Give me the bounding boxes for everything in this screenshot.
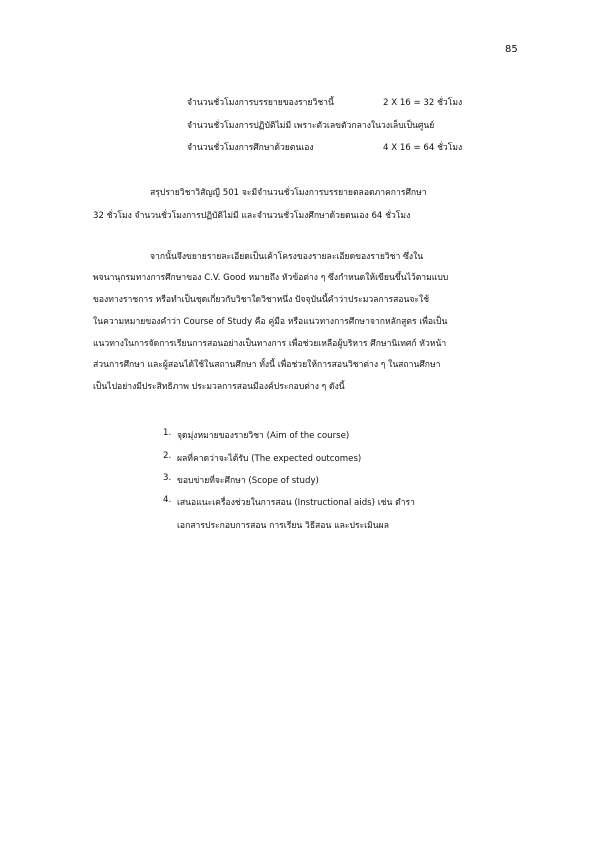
- list-item-number: 1.: [163, 428, 172, 438]
- summary-line: 32 ชั่วโมง จำนวนชั่วโมงการปฏิบัติไม่มี และจำนวนชั่วโมงศึกษาด้วยตนเอง 64 ชั่วโมง: [93, 211, 411, 221]
- list-item-text: เสนอแนะเครื่องช่วยในการสอน (Instructional aids) เช่น ตำรา: [177, 498, 415, 508]
- list-item-number: 4.: [163, 495, 172, 505]
- hours-label: จำนวนชั่วโมงการปฏิบัติไม่มี เพราะตัวเลขตัวกลางในวงเล็บเป็นศูนย์: [187, 121, 435, 131]
- list-item-number: 3.: [163, 473, 172, 483]
- detail-line: ของทางราชการ หรือทำเป็นชุดเกี่ยวกับวิชาใดวิชาหนึ่ง ปัจจุบันนี้คำว่าประมวลการสอนจะใช้: [93, 295, 430, 305]
- detail-line: จากนั้นจึงขยายรายละเอียดเป็นเค้าโครงของรายละเอียดของรายวิชา ซึ่งใน: [150, 252, 424, 262]
- page-number: 85: [505, 44, 518, 55]
- detail-line: เป็นไปอย่างมีประสิทธิภาพ ประมวลการสอนมีองค์ประกอบต่าง ๆ ดังนี้: [93, 382, 345, 392]
- hours-label: จำนวนชั่วโมงการบรรยายของรายวิชานี้: [187, 98, 334, 108]
- list-item-text: ผลที่คาดว่าจะได้รับ (The expected outcomes): [177, 454, 362, 464]
- list-item-text: ขอบข่ายที่จะศึกษา (Scope of study): [177, 476, 319, 486]
- detail-line: ในความหมายของคำว่า Course of Study คือ คู่มือ หรือแนวทางการศึกษาจากหลักสูตร เพื่อเป็น: [93, 317, 448, 327]
- hours-label: จำนวนชั่วโมงการศึกษาด้วยตนเอง: [187, 143, 314, 153]
- list-item-continuation: เอกสารประกอบการสอน การเรียน วิธีสอน และประเมินผล: [177, 521, 389, 531]
- detail-line: แนวทางในการจัดการเรียนการสอนอย่างเป็นทางการ เพื่อช่วยเหลือผู้บริหาร ศึกษานิเทศก์ หัวหน้า: [93, 339, 447, 349]
- hours-value: 4 X 16 = 64 ชั่วโมง: [383, 143, 463, 153]
- list-item-number: 2.: [163, 451, 172, 461]
- detail-line: ส่วนการศึกษา และผู้สอนได้ใช้ในสถานศึกษา ทั้งนี้ เพื่อช่วยให้การสอนวิชาต่าง ๆ ในสถานศึกษา: [93, 360, 441, 370]
- hours-value: 2 X 16 = 32 ชั่วโมง: [383, 98, 463, 108]
- detail-line: พจนานุกรมทางการศึกษาของ C.V. Good หมายถึง หัวข้อต่าง ๆ ซึ่งกำหนดให้เขียนขึ้นไว้ตามแบบ: [93, 273, 449, 283]
- list-item-text: จุดมุ่งหมายของรายวิชา (Aim of the course): [177, 431, 350, 441]
- summary-line: สรุปรายวิชาวิสัญญี 501 จะมีจำนวนชั่วโมงการบรรยายตลอดภาคการศึกษา: [150, 188, 427, 198]
